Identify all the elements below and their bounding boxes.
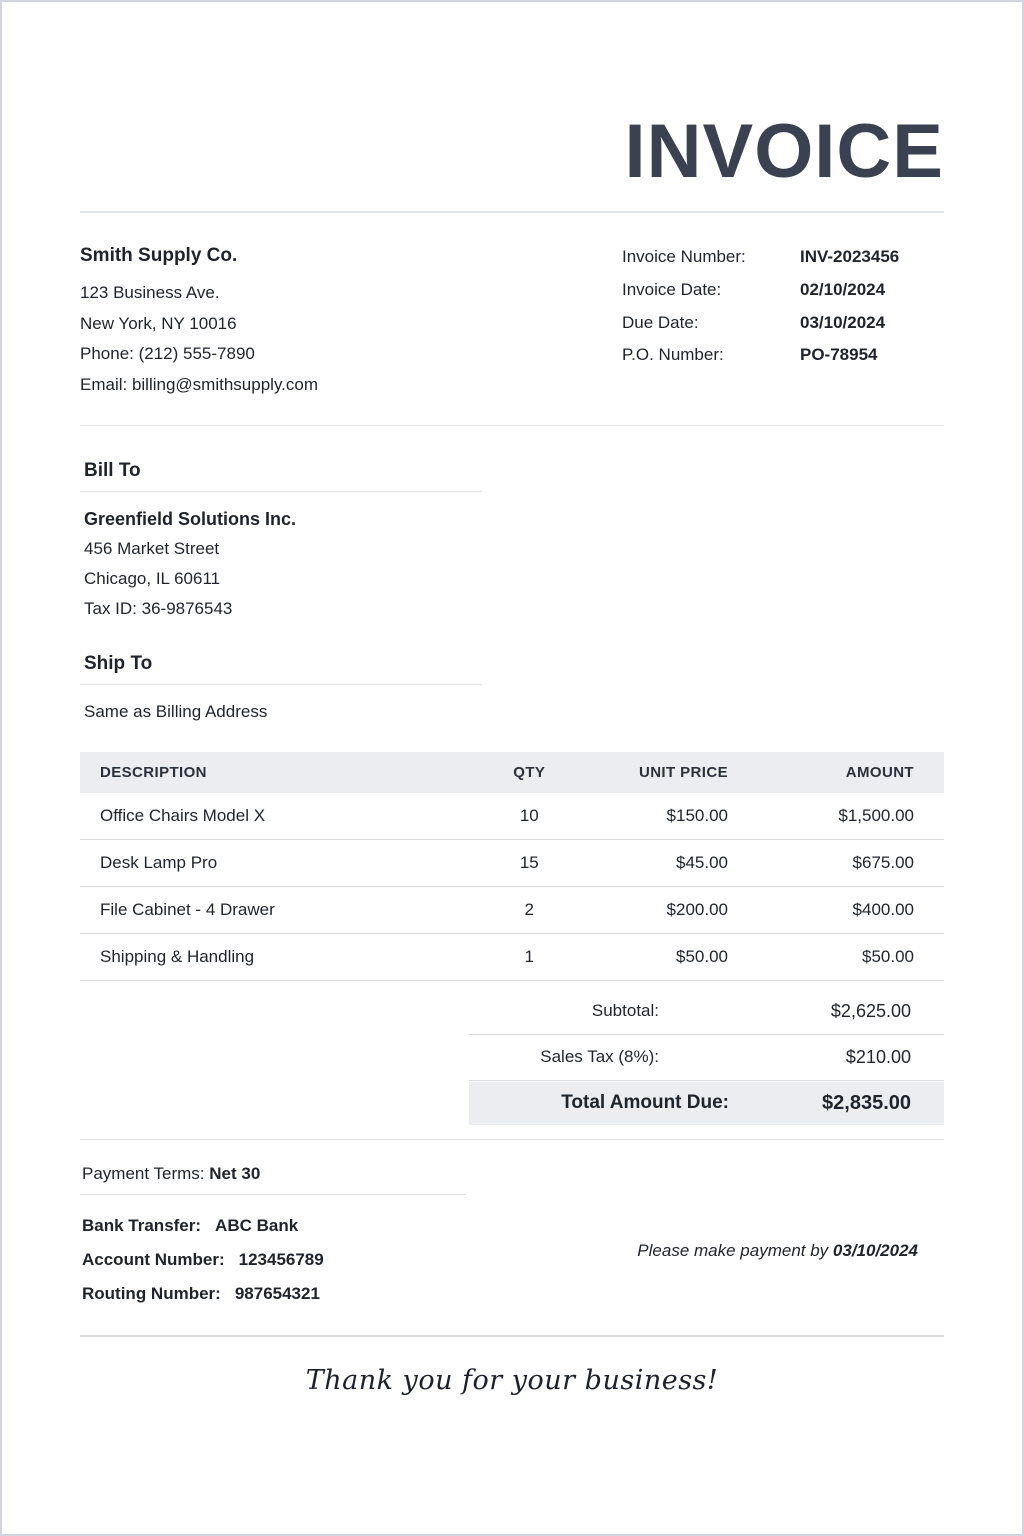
routing-number-row bbox=[82, 1277, 944, 1311]
total-due-value: $2,835.00 bbox=[822, 1091, 911, 1114]
item-qty: 2 bbox=[495, 886, 564, 933]
table-row bbox=[80, 793, 944, 840]
ship-to-note: Same as Billing Address bbox=[84, 701, 268, 721]
item-description: Desk Lamp Pro bbox=[80, 839, 495, 886]
subtotal-row bbox=[469, 989, 944, 1035]
payment-reminder-text: Please make payment by bbox=[637, 1240, 833, 1260]
due-date-value: 03/10/2024 bbox=[800, 312, 886, 332]
ship-to-underline bbox=[80, 684, 482, 685]
po-number-label: P.O. Number: bbox=[622, 345, 724, 365]
sales-tax-row bbox=[469, 1035, 944, 1081]
col-header-amount: AMOUNT bbox=[728, 752, 944, 793]
table-row bbox=[80, 839, 944, 886]
invoice-meta bbox=[622, 241, 944, 401]
payment-reminder bbox=[637, 1241, 918, 1261]
item-amount: $400.00 bbox=[728, 886, 944, 933]
table-row bbox=[80, 886, 944, 933]
bill-to-address-line2: Chicago, IL 60611 bbox=[84, 569, 221, 589]
item-qty: 10 bbox=[495, 793, 564, 840]
col-header-unit-price: UNIT PRICE bbox=[564, 752, 728, 793]
invoice-date-value: 02/10/2024 bbox=[800, 279, 886, 299]
item-qty: 15 bbox=[495, 839, 564, 886]
company-name: Smith Supply Co. bbox=[80, 245, 238, 266]
bill-to-heading: Bill To bbox=[84, 460, 141, 482]
item-qty: 1 bbox=[495, 933, 564, 980]
item-description: Office Chairs Model X bbox=[80, 793, 495, 840]
bill-to-tax-id: Tax ID: 36-9876543 bbox=[84, 599, 233, 619]
bill-to-name: Greenfield Solutions Inc. bbox=[84, 509, 297, 530]
sales-tax-label: Sales Tax (8%): bbox=[540, 1047, 659, 1067]
total-due-label: Total Amount Due: bbox=[561, 1092, 729, 1114]
item-unit-price: $150.00 bbox=[564, 793, 728, 840]
company-address-line2: New York, NY 10016 bbox=[80, 313, 237, 333]
company-block bbox=[80, 239, 318, 401]
item-unit-price: $45.00 bbox=[564, 839, 728, 886]
item-description: Shipping & Handling bbox=[80, 933, 495, 980]
payment-divider bbox=[80, 1139, 944, 1140]
invoice-date-label: Invoice Date: bbox=[622, 279, 722, 299]
due-date-label: Due Date: bbox=[622, 312, 699, 332]
total-due-row bbox=[469, 1082, 944, 1125]
item-amount: $1,500.00 bbox=[728, 793, 944, 840]
meta-row-invoice-number bbox=[622, 241, 944, 274]
bill-to-underline bbox=[80, 491, 482, 492]
company-phone: Phone: (212) 555-7890 bbox=[80, 344, 255, 364]
item-unit-price: $50.00 bbox=[564, 933, 728, 980]
payment-terms-value: Net 30 bbox=[209, 1163, 261, 1183]
ship-to-heading: Ship To bbox=[84, 652, 153, 674]
payment-terms-underline bbox=[80, 1194, 466, 1195]
info-divider bbox=[80, 425, 944, 426]
payment-section bbox=[80, 1139, 944, 1311]
company-email: Email: billing@smithsupply.com bbox=[80, 375, 319, 395]
bill-to-section bbox=[80, 460, 944, 624]
page-title: INVOICE bbox=[624, 109, 944, 194]
info-row bbox=[80, 239, 944, 401]
routing-number-label: Routing Number: bbox=[82, 1283, 221, 1303]
company-address-line1: 123 Business Ave. bbox=[80, 282, 220, 302]
totals-section bbox=[469, 989, 944, 1125]
items-header-row bbox=[80, 752, 944, 793]
item-description: File Cabinet - 4 Drawer bbox=[80, 886, 495, 933]
invoice-number-label: Invoice Number: bbox=[622, 247, 746, 266]
invoice-number-value: INV-2023456 bbox=[800, 247, 900, 266]
payment-terms-label: Payment Terms: bbox=[82, 1163, 205, 1183]
item-amount: $675.00 bbox=[728, 839, 944, 886]
account-number-label: Account Number: bbox=[82, 1249, 225, 1269]
po-number-value: PO-78954 bbox=[800, 345, 878, 365]
col-header-description: DESCRIPTION bbox=[80, 752, 495, 793]
payment-reminder-date: 03/10/2024 bbox=[832, 1240, 918, 1260]
meta-row-invoice-date bbox=[622, 274, 944, 307]
subtotal-label: Subtotal: bbox=[591, 1001, 659, 1021]
col-header-qty: QTY bbox=[495, 752, 564, 793]
meta-row-po-number bbox=[622, 339, 944, 372]
bill-to-address bbox=[84, 534, 944, 624]
sales-tax-value: $210.00 bbox=[845, 1046, 911, 1067]
items-table bbox=[80, 752, 944, 981]
subtotal-value: $2,625.00 bbox=[830, 1000, 911, 1021]
bank-transfer-label: Bank Transfer: bbox=[82, 1215, 202, 1235]
item-unit-price: $200.00 bbox=[564, 886, 728, 933]
table-row bbox=[80, 933, 944, 980]
account-number-value: 123456789 bbox=[238, 1249, 324, 1269]
header-divider bbox=[80, 211, 944, 213]
bank-transfer-value: ABC Bank bbox=[215, 1215, 299, 1235]
bill-to-address-line1: 456 Market Street bbox=[84, 539, 220, 559]
payment-terms-line bbox=[82, 1164, 944, 1184]
item-amount: $50.00 bbox=[728, 933, 944, 980]
footer-divider bbox=[80, 1335, 944, 1337]
thank-you-note: Thank you for your business! bbox=[305, 1364, 719, 1396]
header bbox=[80, 2, 944, 194]
meta-row-due-date bbox=[622, 307, 944, 340]
bank-transfer-row bbox=[82, 1209, 944, 1243]
ship-to-section bbox=[80, 653, 944, 722]
routing-number-value: 987654321 bbox=[234, 1283, 320, 1303]
